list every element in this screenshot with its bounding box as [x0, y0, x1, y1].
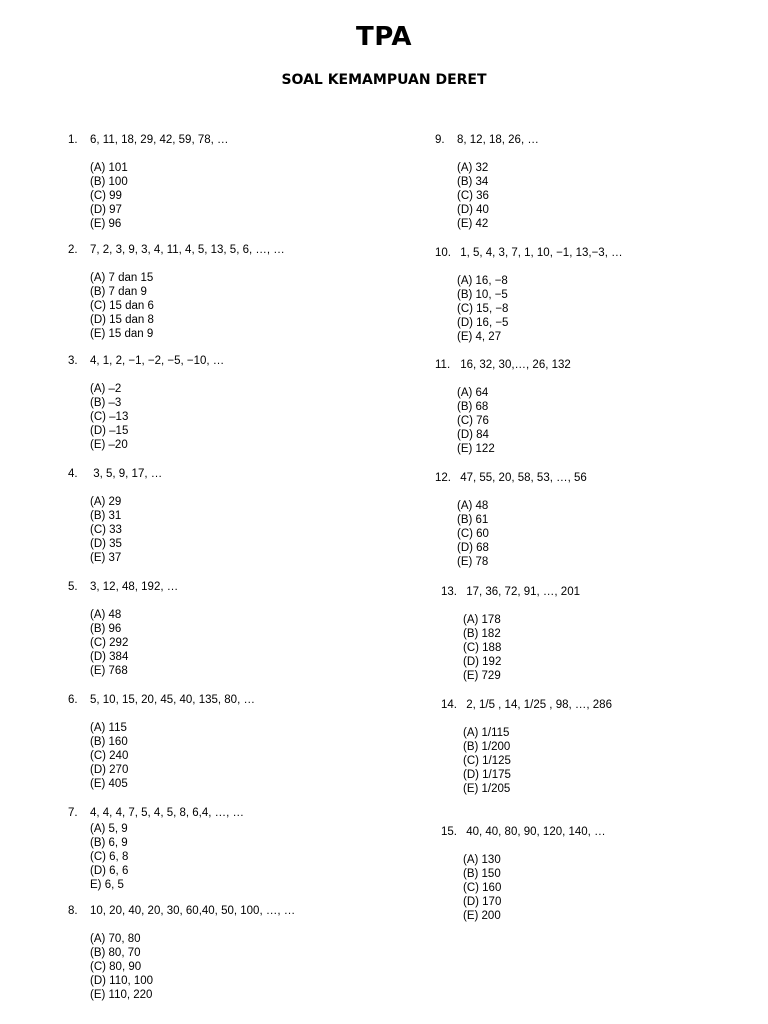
answer-options	[463, 726, 612, 796]
answer-option: (A) 64	[457, 387, 489, 399]
answer-options	[457, 161, 539, 231]
question-1	[68, 133, 229, 231]
answer-option: (C) 188	[463, 642, 502, 654]
question-text: 3, 12, 48, 192, …	[90, 581, 179, 593]
answer-option: (B) 96	[90, 623, 122, 635]
question-number: 4.	[68, 468, 78, 480]
answer-option: (D) 270	[90, 764, 129, 776]
question-stem	[435, 358, 571, 372]
answer-option: (B) 182	[463, 628, 501, 640]
page-subtitle: SOAL KEMAMPUAN DERET	[281, 72, 487, 88]
answer-option: (C) 60	[457, 528, 489, 540]
question-stem	[68, 354, 224, 368]
question-12	[435, 471, 587, 569]
answer-option: (E) 405	[90, 778, 128, 790]
answer-option: (D) 6, 6	[90, 865, 129, 877]
question-6	[68, 693, 255, 791]
question-text: 6, 11, 18, 29, 42, 59, 78, …	[90, 134, 229, 146]
answer-option: (A) 32	[457, 162, 489, 174]
question-text: 4, 4, 4, 7, 5, 4, 5, 8, 6,4, …, …	[90, 807, 245, 819]
question-number: 5.	[68, 581, 78, 593]
answer-option: (E) 768	[90, 665, 128, 677]
answer-option: (E) 42	[457, 218, 489, 230]
answer-option: (D) 16, −5	[457, 317, 509, 329]
question-text: 40, 40, 80, 90, 120, 140, …	[463, 826, 606, 838]
answer-options	[457, 386, 571, 456]
question-4	[68, 467, 162, 565]
answer-option: (E) 37	[90, 552, 122, 564]
question-7	[68, 806, 244, 892]
answer-option: (B) 31	[90, 510, 122, 522]
answer-option: (A) –2	[90, 383, 122, 395]
question-number: 7.	[68, 807, 78, 819]
question-text: 2, 1/5 , 14, 1/25 , 98, …, 286	[463, 699, 612, 711]
question-text: 8, 12, 18, 26, …	[457, 134, 539, 146]
question-15	[441, 825, 606, 923]
answer-option: (B) 7 dan 9	[90, 286, 147, 298]
answer-option: (B) 80, 70	[90, 947, 141, 959]
question-stem	[435, 133, 539, 147]
answer-option: (C) 292	[90, 637, 129, 649]
answer-option: (B) 6, 9	[90, 837, 128, 849]
answer-option: (D) 97	[90, 204, 122, 216]
question-stem	[68, 806, 244, 820]
question-text: 17, 36, 72, 91, …, 201	[463, 586, 580, 598]
answer-option: (C) 15 dan 6	[90, 300, 154, 312]
answer-options	[90, 822, 244, 892]
answer-option: (E) 4, 27	[457, 331, 502, 343]
question-number: 10.	[435, 247, 451, 259]
answer-option: (A) 48	[457, 500, 489, 512]
answer-option: (B) 10, −5	[457, 289, 508, 301]
answer-option: (C) 1/125	[463, 755, 511, 767]
answer-options	[457, 274, 623, 344]
question-stem	[68, 243, 285, 257]
question-number: 11.	[435, 359, 451, 371]
question-9	[435, 133, 539, 231]
question-text: 10, 20, 40, 20, 30, 60,40, 50, 100, …, …	[90, 905, 296, 917]
answer-option: (C) –13	[90, 411, 129, 423]
question-stem	[68, 904, 295, 918]
answer-option: (D) 170	[463, 896, 502, 908]
answer-option: (C) 76	[457, 415, 489, 427]
question-13	[441, 585, 580, 683]
answer-option: (A) 70, 80	[90, 933, 141, 945]
answer-option: (D) 384	[90, 651, 129, 663]
answer-option: (D) 192	[463, 656, 502, 668]
answer-option: (C) 33	[90, 524, 122, 536]
question-text: 5, 10, 15, 20, 45, 40, 135, 80, …	[90, 694, 255, 706]
question-stem	[435, 471, 587, 485]
question-number: 6.	[68, 694, 78, 706]
answer-options	[457, 499, 587, 569]
answer-option: (D) 1/175	[463, 769, 511, 781]
answer-option: (E) 110, 220	[90, 989, 153, 1001]
question-number: 15.	[441, 826, 457, 838]
question-stem	[68, 467, 162, 481]
question-text: 3, 5, 9, 17, …	[90, 468, 163, 480]
answer-option: (D) 110, 100	[90, 975, 154, 987]
question-number: 1.	[68, 134, 78, 146]
question-number: 14.	[441, 699, 457, 711]
answer-option: (D) –15	[90, 425, 129, 437]
answer-options	[90, 721, 255, 791]
question-text: 16, 32, 30,…, 26, 132	[457, 359, 571, 371]
question-number: 2.	[68, 244, 78, 256]
answer-option: (E) –20	[90, 439, 128, 451]
answer-option: (E) 729	[463, 670, 501, 682]
question-number: 8.	[68, 905, 78, 917]
question-number: 12.	[435, 472, 451, 484]
question-number: 3.	[68, 355, 78, 367]
answer-option: (B) 160	[90, 736, 128, 748]
answer-options	[463, 853, 606, 923]
answer-option: (B) 34	[457, 176, 489, 188]
answer-option: (D) 15 dan 8	[90, 314, 154, 326]
question-stem	[68, 580, 178, 594]
question-number: 13.	[441, 586, 457, 598]
answer-option: (A) 115	[90, 722, 127, 734]
question-2	[68, 243, 285, 341]
answer-option: (E) 122	[457, 443, 495, 455]
answer-option: (B) –3	[90, 397, 122, 409]
answer-option: (A) 5, 9	[90, 823, 128, 835]
answer-options	[90, 608, 178, 678]
answer-option: (A) 130	[463, 854, 501, 866]
answer-options	[90, 932, 295, 1002]
answer-option: (C) 15, −8	[457, 303, 509, 315]
question-stem	[441, 698, 612, 712]
question-text: 4, 1, 2, −1, −2, −5, −10, …	[90, 355, 225, 367]
question-stem	[68, 133, 229, 147]
answer-option: (E) 78	[457, 556, 489, 568]
answer-option: (E) 96	[90, 218, 122, 230]
question-5	[68, 580, 178, 678]
answer-option: (B) 68	[457, 401, 489, 413]
answer-options	[90, 382, 224, 452]
question-stem	[435, 246, 623, 260]
answer-option: (C) 160	[463, 882, 502, 894]
answer-option: (E) 1/205	[463, 783, 511, 795]
answer-option: (B) 61	[457, 514, 489, 526]
answer-option: (D) 40	[457, 204, 489, 216]
question-text: 1, 5, 4, 3, 7, 1, 10, −1, 13,−3, …	[457, 247, 623, 259]
question-stem	[441, 585, 580, 599]
question-10	[435, 246, 623, 344]
question-number: 9.	[435, 134, 445, 146]
answer-options	[463, 613, 580, 683]
answer-option: (A) 48	[90, 609, 122, 621]
answer-option: (C) 6, 8	[90, 851, 129, 863]
question-14	[441, 698, 612, 796]
answer-options	[90, 271, 285, 341]
question-text: 47, 55, 20, 58, 53, …, 56	[457, 472, 587, 484]
answer-option: (A) 29	[90, 496, 122, 508]
answer-option: (D) 84	[457, 429, 489, 441]
answer-option: (C) 240	[90, 750, 129, 762]
answer-option: (E) 15 dan 9	[90, 328, 154, 340]
question-stem	[441, 825, 606, 839]
answer-options	[90, 495, 162, 565]
answer-option: (D) 35	[90, 538, 122, 550]
question-stem	[68, 693, 255, 707]
answer-option: (A) 1/115	[463, 727, 510, 739]
page-title: TPA	[355, 22, 413, 52]
answer-option: (B) 150	[463, 868, 501, 880]
question-8	[68, 904, 295, 1002]
answer-option: E) 6, 5	[90, 879, 124, 891]
answer-option: (A) 7 dan 15	[90, 272, 154, 284]
question-text: 7, 2, 3, 9, 3, 4, 11, 4, 5, 13, 5, 6, …, …	[90, 244, 285, 256]
answer-option: (E) 200	[463, 910, 501, 922]
answer-option: (B) 100	[90, 176, 128, 188]
question-11	[435, 358, 571, 456]
answer-option: (A) 178	[463, 614, 501, 626]
question-3	[68, 354, 224, 452]
answer-option: (C) 80, 90	[90, 961, 142, 973]
answer-option: (B) 1/200	[463, 741, 511, 753]
answer-option: (A) 101	[90, 162, 128, 174]
answer-option: (D) 68	[457, 542, 489, 554]
answer-option: (C) 36	[457, 190, 489, 202]
answer-options	[90, 161, 229, 231]
answer-option: (A) 16, −8	[457, 275, 508, 287]
answer-option: (C) 99	[90, 190, 122, 202]
